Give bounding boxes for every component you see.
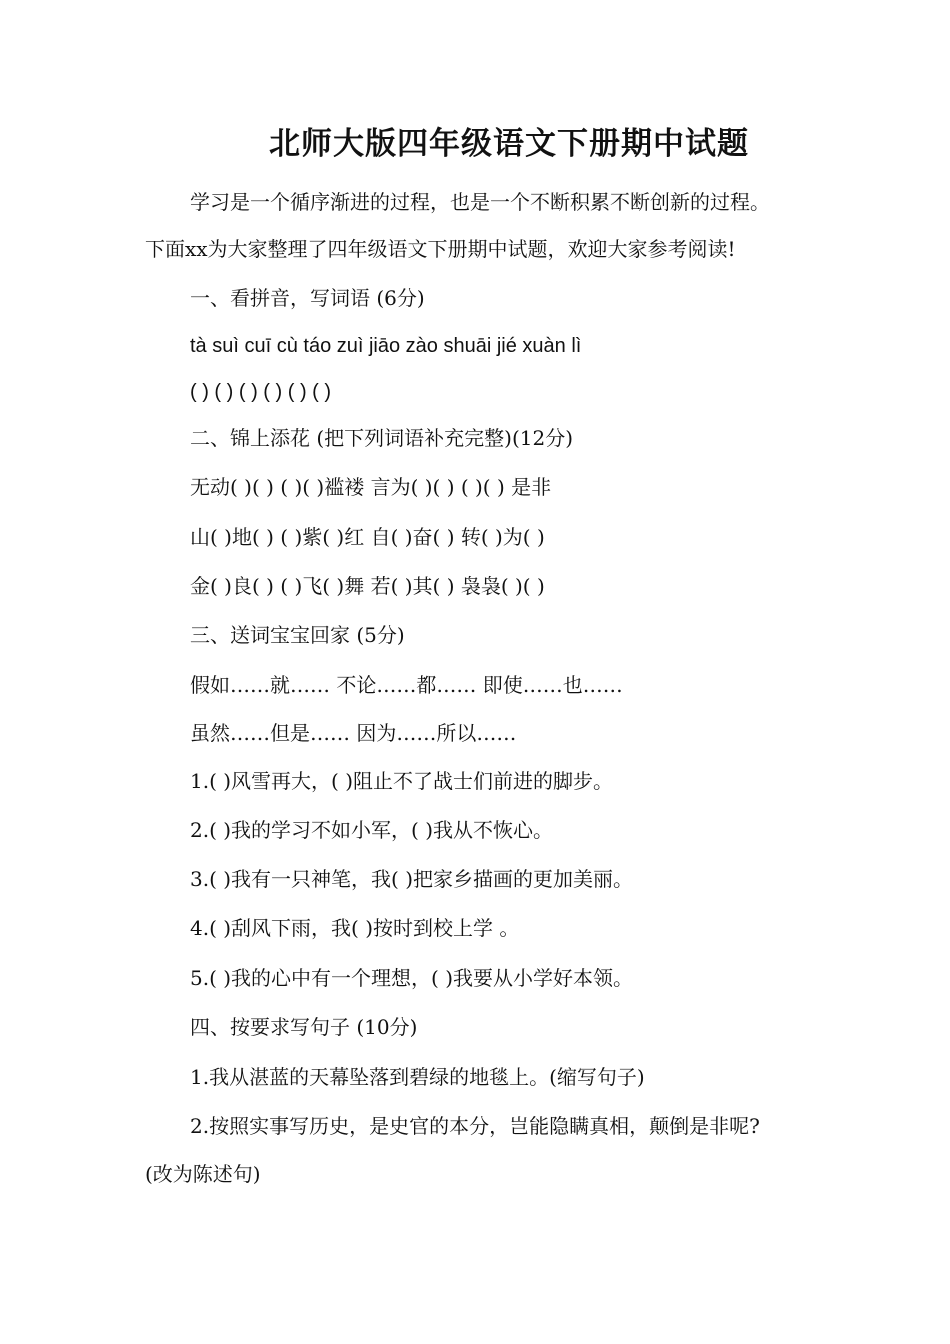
section-3-heading: 三、送词宝宝回家 (5分): [190, 623, 405, 647]
section-4-heading: 四、按要求写句子 (10分): [190, 1015, 418, 1039]
section-4-item-2-line-1: 2.按照实事写历史，是史官的本分，岂能隐瞒真相，颠倒是非呢?: [190, 1114, 760, 1138]
intro-line-2: 下面xx为大家整理了四年级语文下册期中试题，欢迎大家参考阅读!: [145, 237, 736, 261]
section-1-pinyin: tà suì cuī cù táo zuì jiāo zào shuāi jié xuàn lì: [190, 335, 582, 357]
section-4-item-2-line-2: (改为陈述句): [145, 1162, 261, 1186]
section-3-words-1: 假如……就…… 不论……都…… 即使……也……: [190, 673, 623, 697]
section-2-row-1: 无动( )( ) ( )( )褴褛 言为( )( ) ( )( ) 是非: [190, 475, 552, 499]
section-4-item-1: 1.我从湛蓝的天幕坠落到碧绿的地毯上。(缩写句子): [190, 1065, 645, 1089]
section-3-item-3: 3.( )我有一只神笔，我( )把家乡描画的更加美丽。: [190, 867, 634, 891]
section-1-blanks: ( ) ( ) ( ) ( ) ( ) ( ): [190, 381, 332, 403]
section-2-heading: 二、锦上添花 (把下列词语补充完整)(12分): [190, 426, 574, 450]
section-3-item-4: 4.( )刮风下雨，我( )按时到校上学 。: [190, 916, 520, 940]
section-3-words-2: 虽然……但是…… 因为……所以……: [190, 721, 517, 745]
section-3-item-5: 5.( )我的心中有一个理想，( )我要从小学好本领。: [190, 966, 634, 990]
section-3-item-1: 1.( )风雪再大，( )阻止不了战士们前进的脚步。: [190, 769, 614, 793]
section-2-row-2: 山( )地( ) ( )紫( )红 自( )奋( ) 转( )为( ): [190, 525, 545, 549]
document-title: 北师大版四年级语文下册期中试题: [269, 126, 749, 162]
intro-line-1: 学习是一个循序渐进的过程，也是一个不断积累不断创新的过程。: [190, 190, 770, 214]
section-1-heading: 一、看拼音，写词语 (6分): [190, 286, 425, 310]
section-2-row-3: 金( )良( ) ( )飞( )舞 若( )其( ) 袅袅( )( ): [190, 574, 545, 598]
section-3-item-2: 2.( )我的学习不如小军，( )我从不恢心。: [190, 818, 554, 842]
